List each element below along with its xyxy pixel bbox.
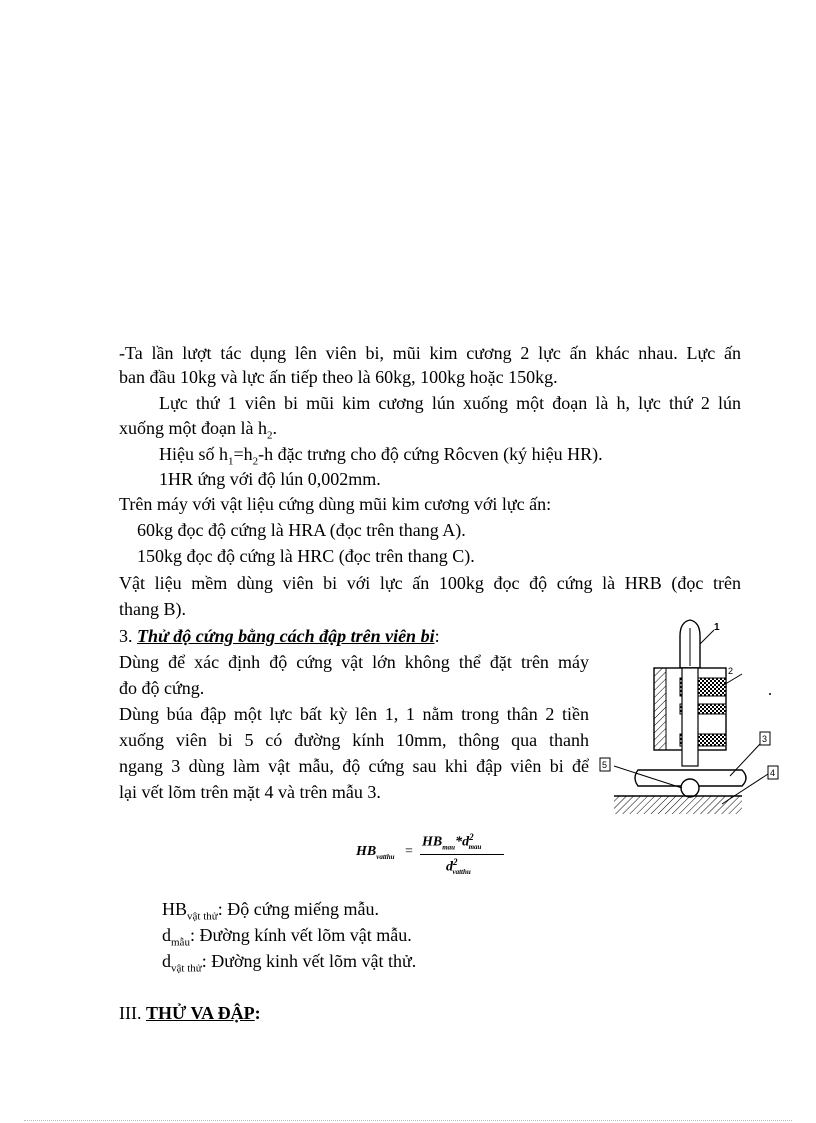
para-7: 150kg đọc độ cứng là HRC (đọc trên thang C).	[137, 546, 475, 566]
page-bottom-rule	[24, 1120, 792, 1121]
figure-label-3: 3	[762, 734, 768, 744]
para-3	[159, 443, 603, 468]
formula-lhs: $HB_{vatthu}$	[356, 844, 395, 861]
section-3-line-1: Dùng để xác định độ cứng vật lớn không thể đặt trên máy	[119, 652, 589, 672]
subscript-1: 1	[228, 455, 234, 468]
formula-equals: =	[405, 844, 413, 859]
section-3-number: 3.	[119, 626, 133, 646]
stray-dot	[769, 693, 771, 695]
fraction-bar	[420, 854, 504, 855]
leader-3	[730, 744, 760, 776]
ball	[681, 779, 699, 797]
para-2-period: .	[272, 418, 277, 438]
para-3-pre: Hiệu số h	[159, 444, 228, 464]
figure-label-4: 4	[770, 768, 776, 778]
section-iii-number: III.	[119, 1003, 142, 1023]
para-2-line-1: Lực thứ 1 viên bi mũi kim cương lún xuống một đoạn là h, lực thứ 2 lún	[159, 393, 741, 413]
para-1-line-1: -Ta lần lượt tác dụng lên viên bi, mũi kim cương 2 lực ấn khác nhau. Lực ấn	[119, 343, 741, 363]
definition-d-mau: $d_{mẫu}$: Đường kính vết lõm vật mẫu.	[162, 925, 412, 949]
para-8-line-2: thang B).	[119, 599, 186, 619]
leader-1	[700, 630, 714, 644]
figure-label-5: 5	[602, 760, 608, 770]
section-3-line-4: xuống viên bi 5 có đường kính 10mm, thông qua thanh	[119, 730, 589, 750]
hardness-tester-figure	[592, 618, 782, 823]
definition-d-vat-thu: $d_{vật thử}$: Đường kinh vết lõm vật thử.	[162, 951, 417, 975]
subscript-2: 2	[252, 455, 259, 468]
figure-label-1: 1	[714, 622, 720, 633]
formula-denominator: $d^2_{vatthu}$	[446, 857, 471, 877]
section-3-line-2: đo độ cứng.	[119, 678, 205, 698]
para-2-text: xuống một đoạn là h	[119, 418, 267, 438]
section-iii-heading	[119, 1002, 261, 1024]
section-iii-colon: :	[254, 1003, 261, 1023]
section-3-line-3: Dùng búa đập một lực bất kỳ lên 1, 1 nằm trong thân 2 tiền	[119, 704, 589, 724]
section-3-line-6: lại vết lõm trên mặt 4 và trên mẫu 3.	[119, 782, 381, 802]
para-3-mid: =h	[233, 444, 253, 464]
para-6: 60kg đọc độ cứng là HRA (đọc trên thang A).	[137, 520, 466, 540]
definition-hb: $HB_{vật thử}$: Độ cứng miếng mẫu.	[162, 899, 379, 923]
section-3-heading	[119, 625, 440, 647]
section-3-line-5: ngang 3 dùng làm vật mẫu, độ cứng sau khi đập viên bi để	[119, 756, 589, 776]
para-1-line-2: ban đầu 10kg và lực ấn tiếp theo là 60kg, 100kg hoặc 150kg.	[119, 367, 558, 387]
body-wall-left	[654, 668, 666, 750]
formula-numerator: $HB_{mau}*d^2_{mau}$	[422, 832, 482, 852]
section-iii-title: THỬ VA ĐẬP	[145, 1003, 255, 1023]
hardness-formula	[356, 832, 516, 882]
surface	[614, 796, 742, 814]
para-5: Trên máy với vật liệu cứng dùng mũi kim cương với lực ấn:	[119, 494, 552, 514]
section-3-title: Thử độ cứng bằng cách đập trên viên bi	[137, 626, 435, 646]
para-3-post: -h đặc trưng cho độ cứng Rôcven (ký hiệu HR).	[258, 444, 603, 464]
para-4: 1HR ứng với độ lún 0,002mm.	[159, 469, 381, 489]
para-2-line-2	[119, 417, 277, 442]
plunger	[682, 668, 698, 766]
section-3-colon: :	[434, 626, 440, 646]
subscript: 2	[266, 429, 273, 442]
figure-label-2: 2	[728, 666, 734, 676]
para-8-line-1: Vật liệu mềm dùng viên bi với lực ấn 100kg đọc độ cứng là HRB (đọc trên	[119, 573, 741, 593]
